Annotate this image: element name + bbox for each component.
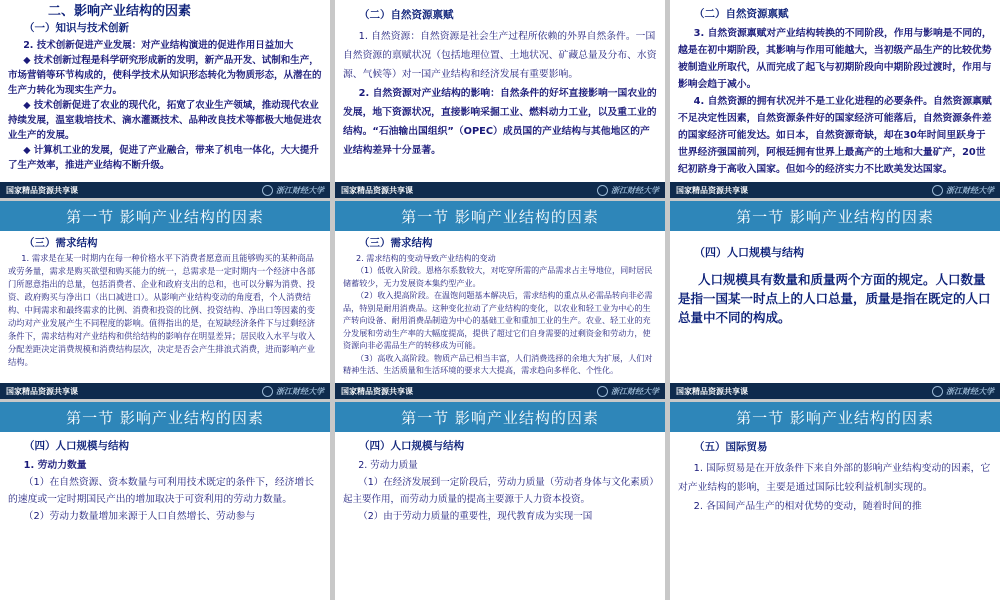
section-heading: （一）知识与技术创新	[24, 22, 129, 34]
section-heading: （四）人口规模与结构	[694, 246, 804, 259]
paragraph: ◆ 技术创新过程是科学研究形成新的发明，新产品开发、试制和生产，市场营销等环节构成的，使科学技术从知识形态转化为物质形态，从潜在的生产力转化为现实生产力。	[8, 55, 322, 96]
slide-9[interactable]	[670, 402, 1000, 600]
slide-header: 第一节 影响产业结构的因素	[0, 402, 330, 432]
university-logo: 浙江财经大学	[262, 185, 324, 196]
footer-course-label: 国家精品资源共享课	[6, 185, 78, 195]
slide-header: 第一节 影响产业结构的因素	[670, 402, 1000, 432]
slide-body	[670, 0, 1000, 182]
paragraph: （2）由于劳动力质量的重要性，现代教育成为实现一国	[358, 511, 593, 522]
slide-3[interactable]	[670, 0, 1000, 198]
paragraph: 2. 各国间产品生产的相对优势的变动，随着时间的推	[693, 501, 922, 512]
section-heading: （四）人口规模与结构	[24, 440, 129, 452]
slide-footer	[0, 383, 330, 399]
slide-title: 二、影响产业结构的因素	[48, 4, 192, 19]
paragraph: 1. 需求是在某一时期内在每一种价格水平下消费者愿意而且能够购买的某种商品或劳务量，需求是购买欲望和购买能力的统一，总需求是一定时期内一个经济中各部门所愿意指出的总量，包括消费者、企业和政府支出的总和，也可以分解为消费、投资、政府购买与净出口（出口减进口）。从影响产业结构变动的角度看，个人消费结构、中间需求和最终需求的比例、消费和投资的比例、投资结构、净出口等因素的变动均对产业发展产生不同程度的影响。值得指出的是，在短缺经济条件下与过剩经济条件下，需求结构对产业结构和供给结构的影响存在明显差异；居民收入水平与收入分配差距决定消费规模和消费结构层次，决定是否会产生排浪式消费，进而影响产业结构。	[8, 253, 315, 367]
slide-footer	[335, 383, 665, 399]
university-logo: 浙江财经大学	[932, 185, 994, 196]
paragraph: 4. 自然资源的拥有状况并不是工业化进程的必要条件。自然资源禀赋不足决定性因素，自然资源条件好的国家经济可能落后，自然资源条件差的国家经济可能发达。如日本，自然资源奇缺，却在30年时间里跃身于世界经济强国前列，阿根廷拥有世界上最高产的土地和大量矿产，20世纪初跻身于高收入国家。但如今的经济实力不比欧美发达国家。	[678, 96, 992, 175]
slide-4[interactable]	[0, 201, 330, 399]
footer-course-label: 国家精品资源共享课	[676, 185, 748, 195]
paragraph: （3）高收入高阶段。物质产品已相当丰富，人们消费选择的余地大为扩展，人们对精神生活、生活质量和生活环境的要求大大提高，需求趋向多样化、个性化。	[343, 352, 653, 375]
footer-course-label: 国家精品资源共享课	[341, 386, 413, 396]
slide-body	[670, 432, 1000, 584]
slide-footer	[670, 383, 1000, 399]
footer-course-label: 国家精品资源共享课	[341, 185, 413, 195]
university-logo: 浙江财经大学	[597, 185, 659, 196]
paragraph: ◆ 技术创新促进了农业的现代化，拓宽了农业生产领域，推动现代农业持续发展，温室栽培技术、滴水灌溉技术、品种改良技术等都极大地促进农业生产的发展。	[8, 100, 322, 141]
section-heading: （二）自然资源禀赋	[694, 8, 789, 20]
paragraph: （1）在经济发展到一定阶段后，劳动力质量（劳动者身体与文化素质）起主要作用，而劳动力质量的提高主要源于人力资本投资。	[343, 477, 654, 505]
slide-6[interactable]	[670, 201, 1000, 399]
slide-footer	[335, 182, 665, 198]
slide-header: 第一节 影响产业结构的因素	[0, 201, 330, 231]
paragraph: 2. 技术创新促进产业发展：对产业结构演进的促进作用日益加大	[23, 40, 294, 51]
emblem-icon	[932, 185, 943, 196]
slide-body	[0, 432, 330, 584]
footer-course-label: 国家精品资源共享课	[676, 386, 748, 396]
emblem-icon	[597, 386, 608, 397]
slide-body	[335, 432, 665, 584]
paragraph: 3. 自然资源禀赋对产业结构转换的不同阶段，作用与影响是不同的，越是在初中期阶段，其影响与作用可能越大，当初级产品生产的比较优势被制造业所取代，从而完成了起飞与初期阶段向中期阶段过渡时，作用与影响会趋于减小。	[678, 28, 992, 90]
emblem-icon	[597, 185, 608, 196]
paragraph: 2. 自然资源对产业结构的影响：自然条件的好坏直接影响一国农业的发展，地下资源状况，直接影响采掘工业、燃料动力工业，以及重工业的结构。“石油输出国组织”（OPEC）成员国的产业结构与其他地区的产业结构差异十分显著。	[343, 88, 657, 156]
slide-body	[0, 0, 330, 182]
paragraph: ◆ 计算机工业的发展，促进了产业融合，带来了机电一体化，大大提升了生产效率，推进产业结构不断升级。	[8, 145, 319, 171]
slide-5[interactable]	[335, 201, 665, 399]
emblem-icon	[262, 386, 273, 397]
slide-header: 第一节 影响产业结构的因素	[335, 201, 665, 231]
slide-body	[335, 231, 665, 383]
section-heading: （二）自然资源禀赋	[359, 9, 454, 21]
paragraph: 1. 自然资源：自然资源是社会生产过程所依赖的外界自然条件。一国自然资源的禀赋状况（包括地理位置、土地状况、矿藏总量及分布、水资源、气候等）对一国产业结构和经济发展有重要影响。	[343, 31, 657, 80]
emblem-icon	[262, 185, 273, 196]
slide-footer	[670, 182, 1000, 198]
university-logo: 浙江财经大学	[597, 386, 659, 397]
footer-course-label: 国家精品资源共享课	[6, 386, 78, 396]
slide-header: 第一节 影响产业结构的因素	[670, 201, 1000, 231]
emblem-icon	[932, 386, 943, 397]
paragraph: 1. 劳动力数量	[23, 460, 87, 471]
section-heading: （五）国际贸易	[694, 441, 768, 453]
paragraph: 人口规模具有数量和质量两个方面的规定。人口数量是指一国某一时点上的人口总量，质量是指在既定的人口总量中不同的构成。	[678, 272, 991, 325]
paragraph: 2. 劳动力质量	[358, 460, 418, 471]
paragraph: 1. 国际贸易是在开放条件下来自外部的影响产业结构变动的因素，它对产业结构的影响，主要是通过国际比较利益机制实现的。	[678, 463, 991, 493]
paragraph: （1）在自然资源、资本数量与可利用技术既定的条件下，经济增长的速度或一定时期国民产出的增加取决于可资利用的劳动力数量。	[8, 477, 315, 505]
paragraph: （2）劳动力数量增加来源于人口自然增长、劳动参与	[23, 511, 256, 522]
slide-footer	[0, 182, 330, 198]
slide-body	[335, 0, 665, 182]
slide-body	[0, 231, 330, 383]
slide-body	[670, 231, 1000, 383]
slide-8[interactable]	[335, 402, 665, 600]
slide-7[interactable]	[0, 402, 330, 600]
university-logo: 浙江财经大学	[932, 386, 994, 397]
university-logo: 浙江财经大学	[262, 386, 324, 397]
paragraph: 2. 需求结构的变动导致产业结构的变动	[355, 252, 496, 263]
section-heading: （三）需求结构	[24, 237, 98, 249]
section-heading: （三）需求结构	[359, 237, 433, 249]
section-heading: （四）人口规模与结构	[359, 440, 464, 452]
slide-header: 第一节 影响产业结构的因素	[335, 402, 665, 432]
paragraph: （1）低收入阶段。恩格尔系数较大，对吃穿所需的产品需求占主导地位，同时居民储蓄较少，无力发展资本集约型产业。	[343, 265, 653, 288]
slide-2[interactable]	[335, 0, 665, 198]
paragraph: （2）收入提高阶段。在温饱问题基本解决后，需求结构的重点从必需品转向非必需品，特别是耐用消费品。这种变化拉动了产业结构的变化，以农业和轻工业为中心的生产转向设备、耐用消费品制造为中心的基础工业和重加工业的生产。农业、轻工业的充分发展和劳动生产率的大幅度提高，提供了超过它们自身需要的过剩资金和劳动力，使资源向非必需品生产的转移成为可能。	[343, 290, 653, 350]
slide-1[interactable]	[0, 0, 330, 198]
